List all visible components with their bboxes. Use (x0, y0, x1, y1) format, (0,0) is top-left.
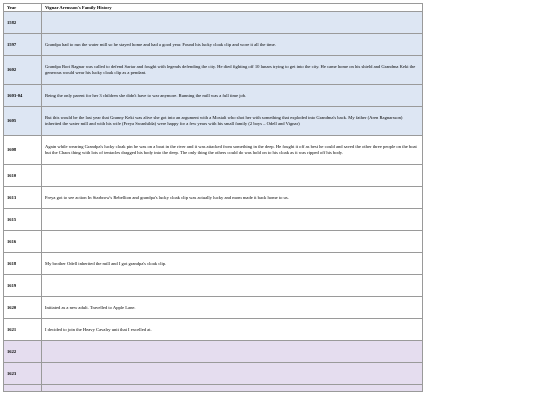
year-cell[interactable]: 1582 (4, 12, 42, 34)
table-row (4, 12, 423, 34)
year-cell[interactable]: 1608 (4, 136, 42, 165)
year-cell[interactable]: 1616 (4, 231, 42, 253)
year-column-header: Year (4, 4, 42, 12)
table-row (4, 34, 423, 56)
year-cell[interactable]: 1613 (4, 187, 42, 209)
year-cell[interactable]: 1622 (4, 341, 42, 363)
year-cell[interactable]: 1618 (4, 253, 42, 275)
event-cell[interactable]: I decided to join the Heavy Cavalry unit that I excelled at. (42, 319, 423, 341)
event-cell[interactable] (42, 12, 423, 34)
family-history-table (3, 3, 423, 392)
table-row (4, 275, 423, 297)
table-row (4, 85, 423, 107)
history-column-header: Vignar Arensson's Family History (42, 4, 423, 12)
year-cell[interactable]: 1610 (4, 165, 42, 187)
year-cell[interactable]: 1605 (4, 107, 42, 136)
table-row (4, 341, 423, 363)
year-cell[interactable]: 1597 (4, 34, 42, 56)
event-cell[interactable] (42, 165, 423, 187)
family-history-sheet (3, 3, 422, 392)
table-row (4, 385, 423, 392)
event-cell[interactable]: Again while wearing Grandpa's lucky cloak pin he was on a boat in the river and it was attacked from something in the deep. He fought it off as best he could and saved the other three people on the boat but the Chaos thing with lots of tentacles dragged his body into the deep. The only thing the others could do was hold on to his cloak as it was ripped off his body. (42, 136, 423, 165)
year-cell[interactable]: 1621 (4, 319, 42, 341)
table-row (4, 319, 423, 341)
event-cell[interactable] (42, 231, 423, 253)
event-cell[interactable]: Freya got to see action In Starbrow's Rebellion and grandpa's lucky cloak clip was actually lucky and mom made it back home to us. (42, 187, 423, 209)
year-cell[interactable]: 1623 (4, 363, 42, 385)
table-row (4, 297, 423, 319)
table-row (4, 56, 423, 85)
table-row (4, 165, 423, 187)
event-cell[interactable]: Grandpa Bori Ragnar was called to defend Sartar and fought with legends defending the city. He died fighting off 10 lunars trying to get into the city. He came home on his shield and Grandma Keki the generous would wear his lucky cloak clip as a pendant. (42, 56, 423, 85)
year-cell[interactable]: 1603-04 (4, 85, 42, 107)
event-cell[interactable]: But this would be the last year that Granny Keki was alive she got into an argument with a Mostali who shot her with something that exploded into Grandma's back. My father (Aren Ragnarsson) inherited the water mill and with his wife (Freya Swanhilda) were happy for a few years with his small family (2 boys – Odell and Vignar) (42, 107, 423, 136)
event-cell[interactable] (42, 341, 423, 363)
header-row (4, 4, 423, 12)
year-cell[interactable] (4, 385, 42, 392)
year-cell[interactable]: 1619 (4, 275, 42, 297)
table-row (4, 209, 423, 231)
table-row (4, 363, 423, 385)
event-cell[interactable]: Initiated as a new adult. Travelled to Apple Lane. (42, 297, 423, 319)
event-cell[interactable]: Grandpa had to run the water mill so he stayed home and had a good year. Found his lucky cloak clip and wore it all the time. (42, 34, 423, 56)
year-cell[interactable]: 1602 (4, 56, 42, 85)
year-cell[interactable]: 1620 (4, 297, 42, 319)
table-row (4, 253, 423, 275)
event-cell[interactable] (42, 385, 423, 392)
event-cell[interactable]: My brother Odell inherited the mill and I got grandpa's cloak clip. (42, 253, 423, 275)
table-row (4, 231, 423, 253)
event-cell[interactable] (42, 363, 423, 385)
table-row (4, 136, 423, 165)
event-cell[interactable] (42, 209, 423, 231)
table-row (4, 107, 423, 136)
table-row (4, 187, 423, 209)
event-cell[interactable]: Being the only parent for her 3 children she didn't have to war anymore. Running the mill was a full time job. (42, 85, 423, 107)
year-cell[interactable]: 1615 (4, 209, 42, 231)
event-cell[interactable] (42, 275, 423, 297)
